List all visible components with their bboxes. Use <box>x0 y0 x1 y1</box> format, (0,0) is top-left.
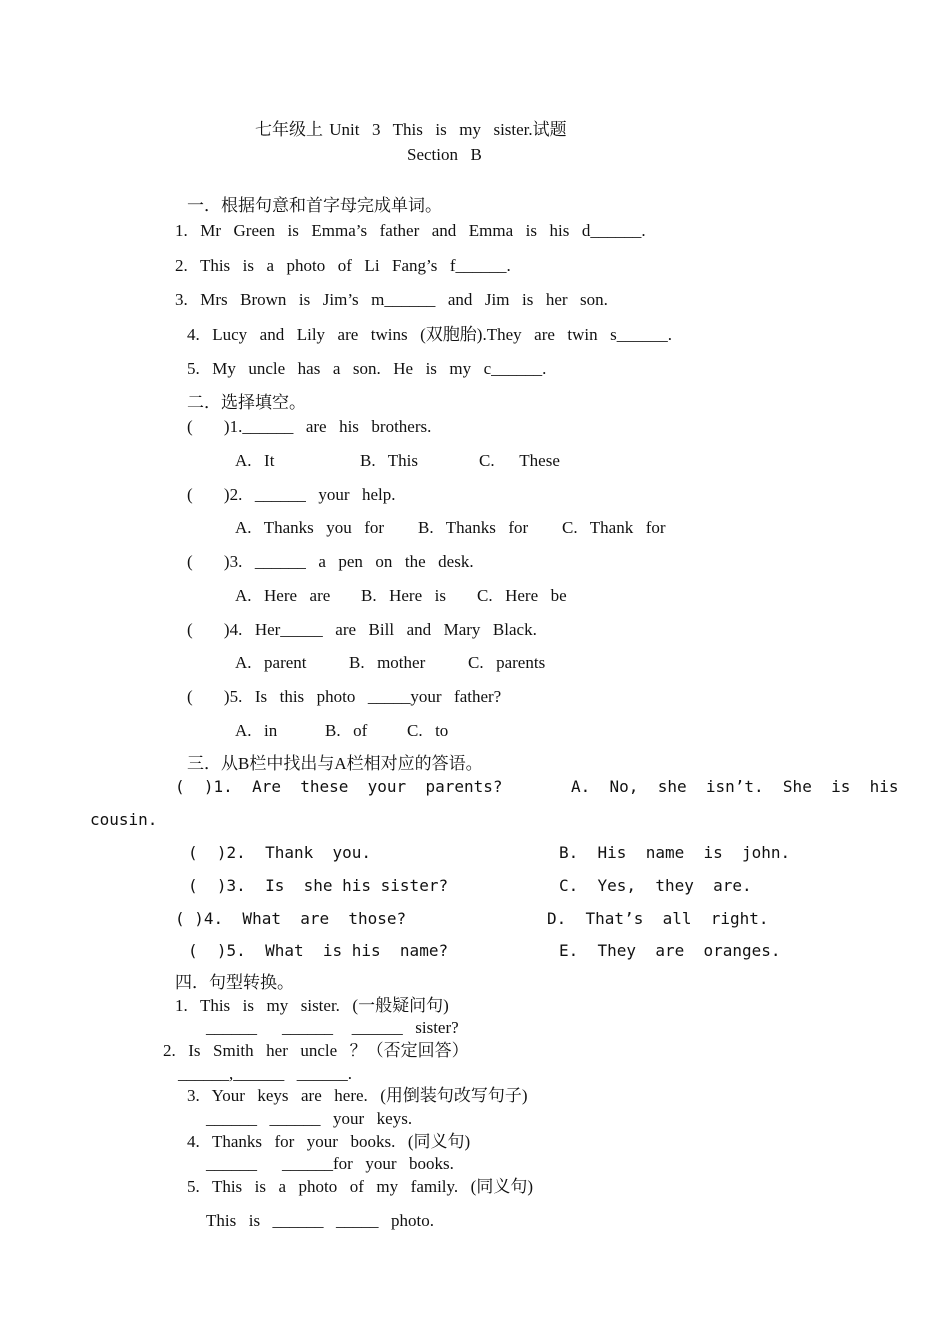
part3-b-item: A. No, she isn’t. She is his <box>571 777 899 796</box>
part3-heading: 三．从B栏中找出与A栏相对应的答语。 <box>187 754 483 773</box>
part2-option: A. in <box>235 721 278 740</box>
part1-item: 5. My uncle has a son. He is my c______. <box>187 359 547 378</box>
part3-b-item: D. That’s all right. <box>547 909 769 928</box>
part2-question: ( )3. ______ a pen on the desk. <box>187 552 474 571</box>
part3-b-item: B. His name is john. <box>559 843 791 862</box>
part4-question: 2. Is Smith her uncle ？（否定回答） <box>163 1041 469 1060</box>
part3-a-overflow: cousin. <box>90 810 158 829</box>
part1-item: 4. Lucy and Lily are twins (双胞胎).They are twin s______. <box>187 325 672 344</box>
part2-option: B. Here is <box>361 586 446 605</box>
part2-heading: 二．选择填空。 <box>187 393 306 412</box>
part2-option: C. These <box>479 451 560 470</box>
part4-answer: ______ ______ your keys. <box>206 1109 413 1128</box>
part4-question: 4. Thanks for your books. (同义句) <box>187 1132 471 1151</box>
part4-question: 3. Your keys are here. (用倒装句改写句子) <box>187 1086 528 1105</box>
part3-a-item: ( )2. Thank you. <box>188 843 372 862</box>
part1-item: 2. This is a photo of Li Fang’s f______. <box>175 256 511 275</box>
part4-answer: ______ ______for your books. <box>206 1154 454 1173</box>
part2-option: A. Here are <box>235 586 331 605</box>
part4-heading: 四．句型转换。 <box>175 973 294 992</box>
part1-item: 3. Mrs Brown is Jim’s m______ and Jim is her son. <box>175 290 608 309</box>
part2-question: ( )4. Her_____ are Bill and Mary Black. <box>187 620 537 639</box>
part4-answer: ______,______ ______. <box>178 1064 352 1083</box>
part1-item: 1. Mr Green is Emma’s father and Emma is his d______. <box>175 221 646 240</box>
part2-option: A. parent <box>235 653 307 672</box>
part2-question: ( )1.______ are his brothers. <box>187 417 432 436</box>
part2-option: B. mother <box>349 653 426 672</box>
part3-a-item: ( )5. What is his name? <box>188 941 449 960</box>
part2-question: ( )2. ______ your help. <box>187 485 396 504</box>
part4-answer: This is ______ _____ photo. <box>206 1211 435 1230</box>
part1-heading: 一．根据句意和首字母完成单词。 <box>187 196 442 215</box>
part2-question: ( )5. Is this photo _____your father? <box>187 687 502 706</box>
part2-option: C. parents <box>468 653 546 672</box>
part2-option: A. It <box>235 451 275 470</box>
page-title: 七年级上 Unit 3 This is my sister.试题 <box>255 120 567 139</box>
part2-option: B. Thanks for <box>418 518 529 537</box>
part4-question: 1. This is my sister. (一般疑问句) <box>175 996 449 1015</box>
part2-option: B. This <box>360 451 419 470</box>
part2-option: A. Thanks you for <box>235 518 385 537</box>
part2-option: B. of <box>325 721 368 740</box>
part4-answer: ______ ______ ______ sister? <box>206 1018 459 1037</box>
part3-a-item: ( )1. Are these your parents? <box>175 777 503 796</box>
page-subtitle: Section B <box>407 145 482 164</box>
part2-option: C. Here be <box>477 586 567 605</box>
part3-b-item: C. Yes, they are. <box>559 876 752 895</box>
part3-a-item: ( )3. Is she his sister? <box>188 876 449 895</box>
part4-question: 5. This is a photo of my family. (同义句) <box>187 1177 534 1196</box>
part2-option: C. to <box>407 721 449 740</box>
part2-option: C. Thank for <box>562 518 666 537</box>
part3-a-item: ( )4. What are those? <box>175 909 407 928</box>
part3-b-item: E. They are oranges. <box>559 941 781 960</box>
